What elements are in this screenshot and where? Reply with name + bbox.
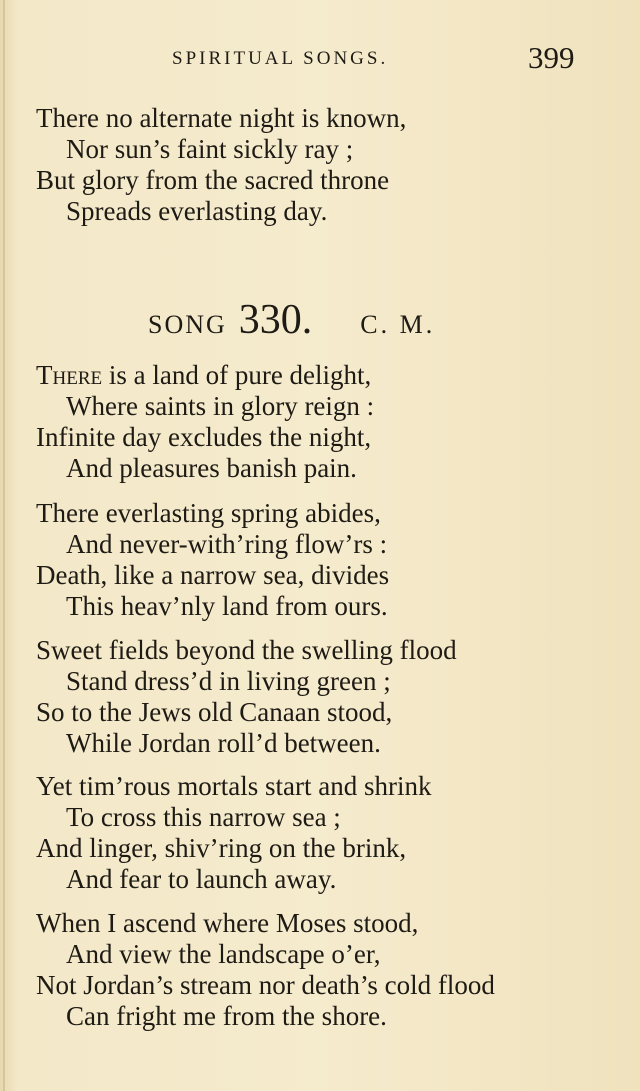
- song-label: SONG: [148, 310, 227, 339]
- verse-line: To cross this narrow sea ;: [66, 802, 341, 832]
- verse-line: And pleasures banish pain.: [66, 453, 357, 483]
- verse-line: When I ascend where Moses stood,: [36, 908, 419, 938]
- song-meter: C. M.: [360, 310, 436, 339]
- song-stanza-5: [36, 908, 626, 1032]
- song-stanza-2: [36, 498, 626, 622]
- verse-line: There no alternate night is known,: [36, 103, 407, 133]
- verse-line: Stand dress’d in living green ;: [66, 666, 391, 696]
- running-title: SPIRITUAL SONGS.: [172, 48, 389, 69]
- song-heading: [148, 296, 435, 348]
- verse-line: And never-with’ring flow’rs :: [66, 529, 388, 559]
- verse-line: And fear to launch away.: [66, 864, 337, 894]
- verse-line: There everlasting spring abides,: [36, 498, 381, 528]
- song-stanza-1: [36, 360, 626, 484]
- verse-line: Not Jordan’s stream nor death’s cold flood: [36, 970, 495, 1000]
- verse-line: And view the landscape o’er,: [66, 939, 381, 969]
- verse-line: Can fright me from the shore.: [66, 1001, 387, 1031]
- verse-line: And linger, shiv’ring on the brink,: [36, 833, 407, 863]
- song-number: 330.: [238, 297, 313, 343]
- verse-line: [36, 360, 626, 391]
- verse-line: This heav’nly land from ours.: [66, 591, 388, 621]
- drop-word: There: [36, 360, 103, 390]
- verse-line: But glory from the sacred throne: [36, 165, 390, 195]
- verse-line: Spreads everlasting day.: [66, 196, 328, 226]
- previous-song-stanza: [36, 103, 626, 227]
- verse-line: Nor sun’s faint sickly ray ;: [66, 134, 354, 164]
- verse-line: So to the Jews old Canaan stood,: [36, 697, 393, 727]
- verse-line: Where saints in glory reign :: [66, 391, 375, 421]
- verse-line: While Jordan roll’d between.: [66, 728, 381, 758]
- verse-line-rest: is a land of pure delight,: [102, 360, 372, 390]
- verse-line: Sweet fields beyond the swelling flood: [36, 635, 457, 665]
- verse-line: Death, like a narrow sea, divides: [36, 560, 390, 590]
- verse-line: Infinite day excludes the night,: [36, 422, 372, 452]
- verse-line: Yet tim’rous mortals start and shrink: [36, 771, 432, 801]
- page-number: 399: [528, 40, 575, 75]
- song-stanza-4: [36, 771, 626, 895]
- gutter-shadow: [3, 0, 5, 1091]
- song-stanza-3: [36, 635, 626, 759]
